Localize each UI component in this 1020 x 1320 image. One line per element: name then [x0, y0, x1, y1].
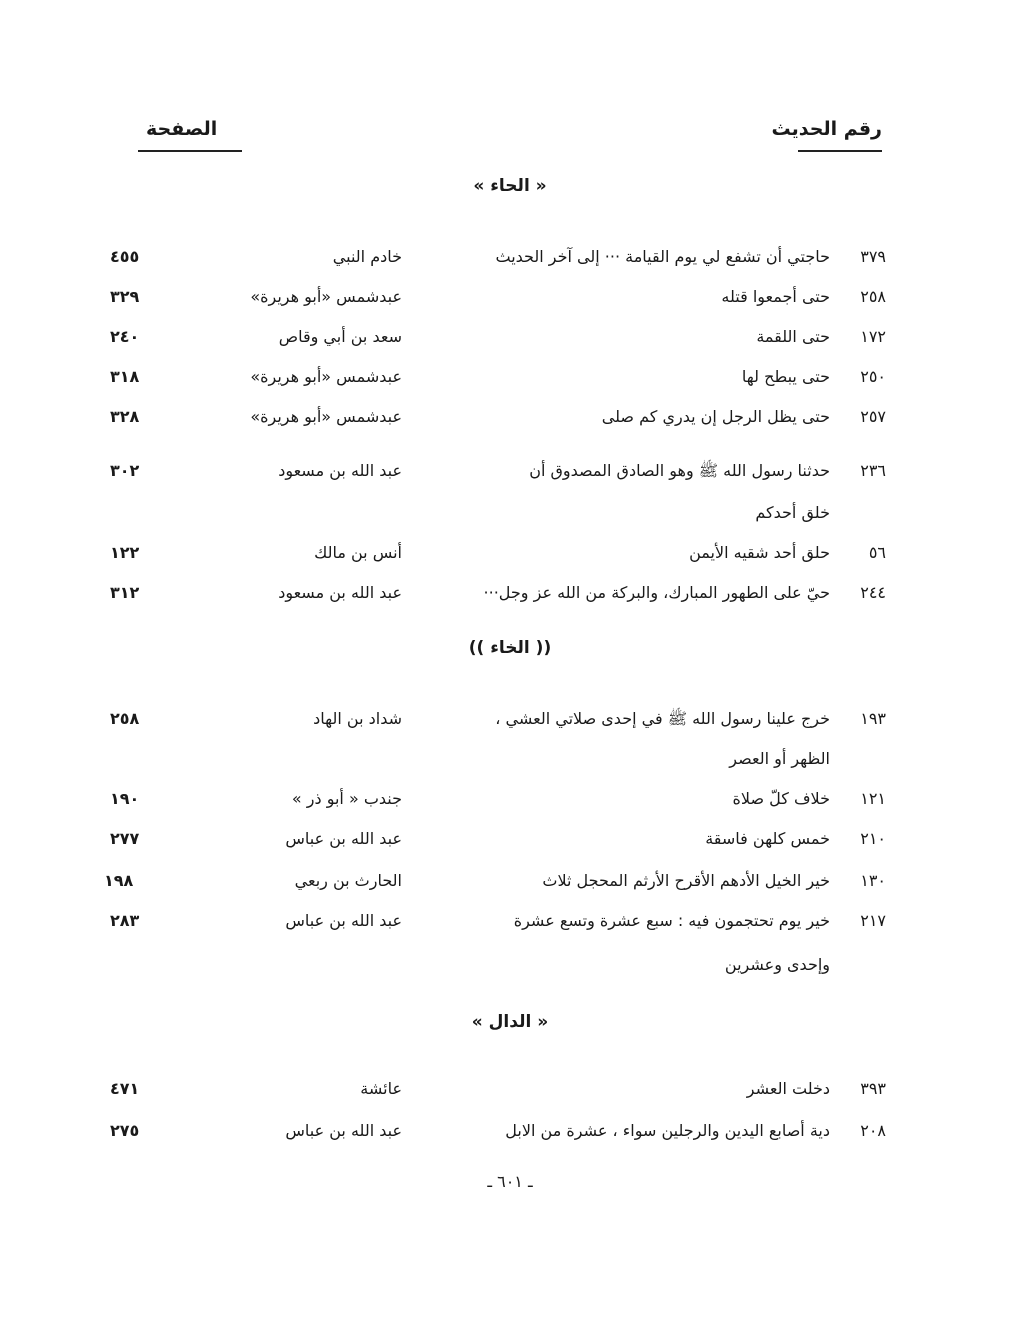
narrator: عبدشمس «أبو هريرة» [250, 407, 402, 426]
hadith-number: ١٩٣ [860, 709, 886, 728]
narrator: عبد الله بن مسعود [278, 583, 402, 602]
hadith-text: خلاف كلّ صلاة [732, 789, 830, 808]
hadith-number: ٣٩٣ [860, 1079, 886, 1098]
page-number: ١٩٨ [104, 871, 134, 890]
hadith-number: ٢٤٤ [860, 583, 886, 602]
page-number: ٢٨٣ [110, 911, 140, 930]
hadith-text: حلق أحد شقيه الأيمن [689, 543, 830, 562]
index-entry [110, 454, 886, 488]
narrator: عبد الله بن مسعود [278, 461, 402, 480]
page-number: ٣٢٩ [110, 287, 140, 306]
hadith-text: حيّ على الطهور المبارك، والبركة من الله عز وجل··· [483, 583, 830, 602]
narrator: الحارث بن ربعي [294, 871, 402, 890]
page-number: ٤٧١ [110, 1079, 140, 1098]
continuation-text: الظهر أو العصر [729, 749, 830, 768]
page-number: ٤٥٥ [110, 247, 140, 266]
index-entry [110, 904, 886, 938]
hadith-text: حاجتي أن تشفع لي يوم القيامة ··· إلى آخر الحديث [495, 247, 830, 266]
hadith-number: ١٣٠ [860, 871, 886, 890]
narrator: أنس بن مالك [314, 543, 402, 562]
page-column-header-rule [138, 150, 242, 152]
hadith-text-continuation [110, 948, 886, 982]
narrator: سعد بن أبي وقاص [278, 327, 402, 346]
hadith-text: دخلت العشر [746, 1079, 830, 1098]
hadith-number: ٢٠٨ [860, 1121, 886, 1140]
narrator: شداد بن الهاد [313, 709, 402, 728]
hadith-number: ٥٦ [868, 543, 886, 562]
hadith-number: ٢٥٠ [860, 367, 886, 386]
page-number: ٢٧٥ [110, 1121, 140, 1140]
page-number: ٣٢٨ [110, 407, 140, 426]
index-entry [104, 864, 886, 898]
section-title-haa: « الحاء » [473, 176, 547, 196]
index-entry [110, 1072, 886, 1106]
hadith-number: ٢٥٨ [860, 287, 886, 306]
index-entry [110, 320, 886, 354]
hadith-text: دية أصابع اليدين والرجلين سواء ، عشرة من الابل [505, 1121, 830, 1140]
index-entry [110, 576, 886, 610]
page-number: ٣١٨ [110, 367, 140, 386]
hadith-number: ١٧٢ [860, 327, 886, 346]
page-number: ٣٠٢ [110, 461, 140, 480]
hadith-text: حتى اللقمة [756, 327, 830, 346]
index-entry [110, 280, 886, 314]
narrator: عبد الله بن عباس [285, 829, 402, 848]
section-title-daal: « الدال » [471, 1012, 549, 1032]
narrator: خادم النبي [332, 247, 402, 266]
index-entry [110, 1114, 886, 1148]
hadith-text-continuation [110, 742, 886, 776]
narrator: جندب « أبو ذر » [291, 789, 402, 808]
narrator: عبد الله بن عباس [285, 911, 402, 930]
page-number: ١٢٢ [110, 543, 140, 562]
page-number: ٣١٢ [110, 583, 140, 602]
section-title-khaa: (( الخاء )) [468, 638, 552, 658]
page-number: ٢٤٠ [110, 327, 140, 346]
page-number: ٢٥٨ [110, 709, 140, 728]
hadith-text: حدثنا رسول الله ﷺ وهو الصادق المصدوق أن [529, 461, 830, 480]
hadith-number: ٢٣٦ [860, 461, 886, 480]
page-number: ١٩٠ [110, 789, 140, 808]
hadith-number: ٢١٧ [860, 911, 886, 930]
hadith-text: خير الخيل الأدهم الأقرح الأرثم المحجل ثلاث [542, 871, 830, 890]
index-entry [110, 536, 886, 570]
hadith-number: ٣٧٩ [860, 247, 886, 266]
hadith-number-header: رقم الحديث [771, 118, 882, 140]
index-entry [110, 360, 886, 394]
continuation-text: وإحدى وعشرين [724, 955, 830, 974]
hadith-text-continuation [110, 496, 886, 530]
page-number: ٢٧٧ [110, 829, 140, 848]
index-entry [110, 822, 886, 856]
narrator: عبدشمس «أبو هريرة» [250, 367, 402, 386]
hadith-number: ٢٥٧ [860, 407, 886, 426]
hadith-text: خمس كلهن فاسقة [705, 829, 830, 848]
index-entry [110, 782, 886, 816]
index-entry [110, 240, 886, 274]
hadith-number-header-rule [798, 150, 882, 152]
hadith-text: حتى يبطح لها [741, 367, 830, 386]
continuation-text: خلق أحدكم [755, 503, 830, 522]
hadith-text: حتى يظل الرجل إن يدري كم صلى [601, 407, 830, 426]
narrator: عبد الله بن عباس [285, 1121, 402, 1140]
narrator: عائشة [360, 1079, 402, 1098]
narrator: عبدشمس «أبو هريرة» [250, 287, 402, 306]
hadith-text: حتى أجمعوا قتله [721, 287, 830, 306]
hadith-number: ١٢١ [860, 789, 886, 808]
hadith-text: خرج علينا رسول الله ﷺ في إحدى صلاتي العشي ، [495, 709, 830, 728]
page-column-header: الصفحة [146, 118, 218, 140]
index-entry [110, 400, 886, 434]
index-entry [110, 702, 886, 736]
hadith-number: ٢١٠ [860, 829, 886, 848]
hadith-text: خير يوم تحتجمون فيه : سبع عشرة وتسع عشرة [513, 911, 830, 930]
page-footer-number: ـ ٦٠١ ـ [487, 1172, 533, 1191]
